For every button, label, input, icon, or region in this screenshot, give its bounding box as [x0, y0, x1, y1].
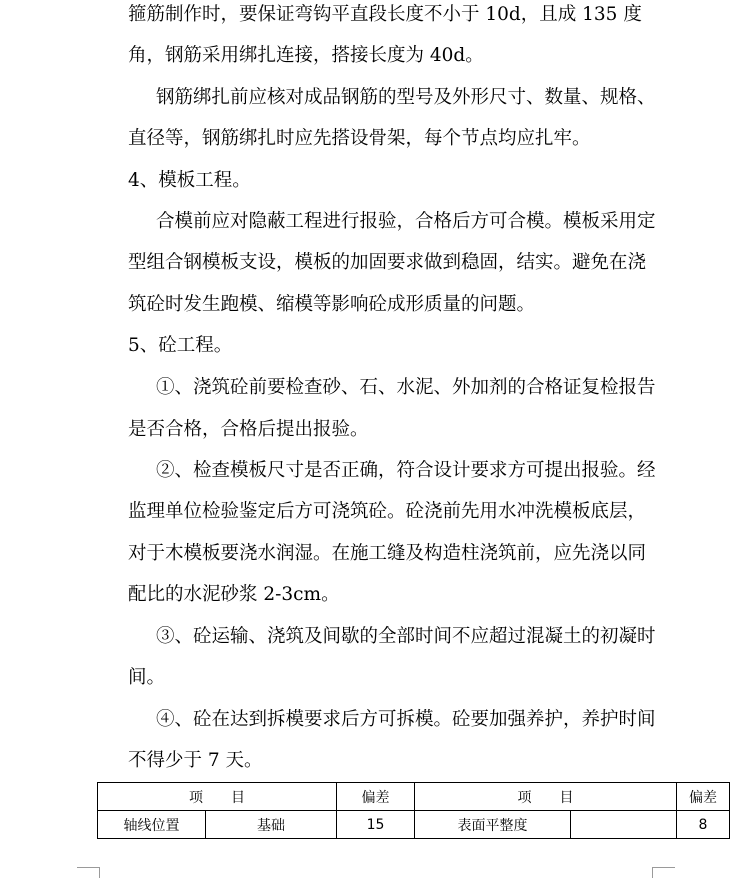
- header-deviation: 偏差: [337, 783, 415, 811]
- paragraph-line: 合模前应对隐蔽工程进行报验，合格后方可合模。模板采用定: [156, 211, 656, 232]
- paragraph-line: 钢筋绑扎前应核对成品钢筋的型号及外形尺寸、数量、规格、: [156, 87, 656, 108]
- paragraph-line: 筑砼时发生跑模、缩模等影响砼成形质量的问题。: [128, 294, 536, 315]
- cell-surface-flatness: 表面平整度: [415, 811, 571, 839]
- header-item: 项 目: [415, 783, 677, 811]
- paragraph-line: ①、浇筑砼前要检查砂、石、水泥、外加剂的合格证复检报告: [156, 377, 656, 398]
- header-item: 项 目: [98, 783, 337, 811]
- table-row: [98, 811, 730, 839]
- paragraph-line: 箍筋制作时，要保证弯钩平直段长度不小于 10d，且成 135 度: [128, 4, 642, 25]
- cell-deviation-value: 8: [677, 811, 730, 839]
- page-corner-mark: [77, 867, 100, 878]
- paragraph-line: 角，钢筋采用绑扎连接，搭接长度为 40d。: [128, 45, 484, 66]
- tolerance-table: [97, 782, 730, 839]
- paragraph-line: 监理单位检验鉴定后方可浇筑砼。砼浇前先用水冲洗模板底层，: [128, 501, 647, 522]
- paragraph-line: 型组合钢模板支设，模板的加固要求做到稳固，结实。避免在浇: [128, 252, 647, 273]
- paragraph-line: ②、检查模板尺寸是否正确，符合设计要求方可提出报验。经: [156, 460, 656, 481]
- header-deviation: 偏差: [677, 783, 730, 811]
- paragraph-line: 是否合格，合格后提出报验。: [128, 419, 369, 440]
- cell-deviation-value: 15: [337, 811, 415, 839]
- paragraph-line: 直径等，钢筋绑扎时应先搭设骨架，每个节点均应扎牢。: [128, 128, 591, 149]
- paragraph-line: ④、砼在达到拆模要求后方可拆模。砼要加强养护，养护时间: [156, 709, 656, 730]
- paragraph-line: 配比的水泥砂浆 2-3cm。: [128, 584, 340, 605]
- cell-empty: [571, 811, 677, 839]
- paragraph-line: ③、砼运输、浇筑及间歇的全部时间不应超过混凝土的初凝时: [156, 626, 656, 647]
- section-heading: 4、模板工程。: [128, 170, 251, 191]
- paragraph-line: 不得少于 7 天。: [128, 750, 263, 771]
- cell-foundation: 基础: [206, 811, 337, 839]
- paragraph-line: 间。: [128, 667, 166, 688]
- section-heading: 5、砼工程。: [128, 335, 233, 356]
- paragraph-line: 对于木模板要浇水润湿。在施工缝及构造柱浇筑前，应先浇以同: [128, 543, 647, 564]
- page-corner-mark: [652, 867, 675, 878]
- table-header-row: [98, 783, 730, 811]
- cell-axis-position: 轴线位置: [98, 811, 206, 839]
